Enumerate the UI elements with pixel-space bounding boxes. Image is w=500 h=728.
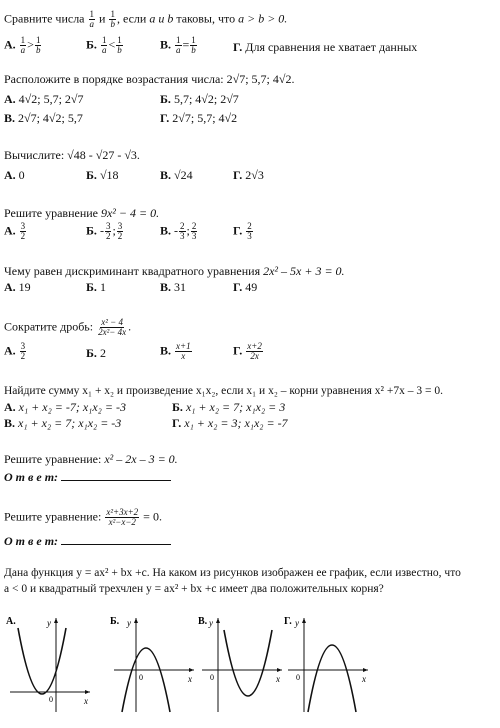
svg-text:0: 0: [49, 695, 53, 704]
q10-line-1: Дана функция y = ax² + bx +c. На каком из рисунков изображен ее график, если известно, что: [4, 567, 461, 579]
frac-1-over-a: $\frac{1}{a}$: [89, 9, 95, 29]
svg-text:x: x: [84, 696, 88, 706]
q5-stem: Чему равен дискриминант квадратного уравнения 2x² – 5x + 3 = 0.: [4, 264, 345, 278]
svg-text:0: 0: [139, 673, 143, 682]
svg-text:y: y: [47, 618, 51, 628]
q4-option-b: Б. - $\frac{3}{2}$ ; $\frac{3}{2}$: [86, 221, 123, 241]
q6-option-c: В. $\frac{x+1}{x}$: [160, 341, 191, 361]
q6-option-a: А. $\frac{3}{2}$: [4, 341, 26, 361]
svg-text:x: x: [362, 674, 366, 684]
q6-option-b: Б. 2: [86, 346, 106, 360]
q3-option-b: Б. √18: [86, 168, 119, 182]
q2-option-d: Г. 2√7; 5,7; 4√2: [160, 111, 238, 125]
svg-text:y: y: [127, 618, 131, 628]
q7-option-c: В. x₁ + x₂ = 7; x₁x₂ = -3: [4, 416, 122, 430]
q3-option-a: А. 0: [4, 168, 25, 182]
q3-option-d: Г. 2√3: [233, 168, 264, 182]
q1-option-c: В. $\frac{1}{a}$ = $\frac{1}{b}$: [160, 35, 196, 55]
svg-text:x: x: [276, 674, 280, 684]
q2-stem: Расположите в порядке возрастания числа: 2√7; 5,7; 4√2.: [4, 72, 295, 86]
parabola-b: [122, 648, 170, 712]
x-axis-arrow: [189, 668, 194, 672]
graph-b[interactable]: [108, 612, 198, 716]
q6-option-d: Г. $\frac{x+2}{2x}$: [233, 341, 262, 361]
q9-fraction: $\frac{\text{x²+3x+2}}{\text{x²−x−2}}$: [106, 507, 139, 527]
q6-stem: Сократите дробь: $\frac{\text{x² − 4}}{\text{2x²− 4x}}$ .: [4, 317, 132, 337]
q1-option-a: А. $\frac{1}{a}$ > $\frac{1}{b}$: [4, 35, 41, 55]
q9-answer-line[interactable]: [61, 534, 171, 545]
q2-option-a: А. 4√2; 5,7; 2√7: [4, 92, 84, 106]
q5-option-b: Б. 1: [86, 280, 106, 294]
q7-option-d: Г. x₁ + x₂ = 3; x₁x₂ = -7: [172, 416, 288, 430]
q7-option-b: Б. x₁ + x₂ = 7; x₁x₂ = 3: [172, 400, 286, 414]
q2-option-c: В. 2√7; 4√2; 5,7: [4, 111, 83, 125]
y-axis-arrow: [54, 618, 58, 623]
graph-c[interactable]: [196, 612, 286, 716]
graph-a[interactable]: [4, 612, 94, 716]
q1-option-d: Г. Для сравнения не хватает данных: [233, 40, 418, 54]
q5-option-a: А. 19: [4, 280, 31, 294]
svg-text:0: 0: [296, 673, 300, 682]
q5-option-c: В. 31: [160, 280, 187, 294]
svg-text:Б.: Б.: [110, 616, 120, 627]
frac-1-over-b: $\frac{1}{b}$: [110, 9, 115, 29]
q5-option-d: Г. 49: [233, 280, 258, 294]
svg-text:y: y: [209, 618, 213, 628]
x-axis-arrow: [85, 690, 90, 694]
svg-text:В.: В.: [198, 616, 208, 627]
q7-option-a: А. x₁ + x₂ = -7; x₁x₂ = -3: [4, 400, 126, 414]
q7-stem: Найдите сумму x₁ + x₂ и произведение x₁x₂, если x₁ и x₂ – корни уравнения x² +7x – 3 = 0.: [4, 385, 443, 397]
svg-text:Г.: Г.: [284, 616, 292, 627]
q1-stem: Сравните числа $\frac{1}{a}$ и $\frac{1}{b}$ , если a и b таковы, что a > b > 0.: [4, 9, 288, 29]
q8-stem: Решите уравнение: x² – 2x – 3 = 0.: [4, 452, 178, 466]
q1-option-b: Б. $\frac{1}{a}$ < $\frac{1}{b}$: [86, 35, 122, 55]
q4-option-a: А. $\frac{3}{2}$: [4, 221, 26, 241]
svg-text:x: x: [188, 674, 192, 684]
svg-text:0: 0: [210, 673, 214, 682]
q4-stem: Решите уравнение 9x² − 4 = 0.: [4, 206, 160, 220]
parabola-a: [18, 628, 66, 694]
y-axis-arrow: [134, 618, 138, 623]
svg-text:y: y: [295, 618, 299, 628]
q3-option-c: В. √24: [160, 168, 193, 182]
q4-option-c: В. - $\frac{2}{3}$ ; $\frac{2}{3}$: [160, 221, 197, 241]
q8-answer-line[interactable]: [61, 470, 171, 481]
graph-a-label: А.: [6, 616, 16, 627]
parabola-c: [224, 630, 272, 696]
graph-d[interactable]: [282, 612, 372, 716]
q8-answer[interactable]: О т в е т:: [4, 470, 171, 484]
q10-line-2: a < 0 и квадратный трехчлен y = ax² + bx +c имеет два положительных корня?: [4, 583, 384, 595]
q3-stem: Вычислите: √48 - √27 - √3.: [4, 148, 140, 162]
y-axis-arrow: [216, 618, 220, 623]
x-axis-arrow: [363, 668, 368, 672]
y-axis-arrow: [302, 618, 306, 623]
q4-option-d: Г. $\frac{2}{3}$: [233, 221, 252, 241]
parabola-d: [308, 645, 356, 712]
q2-option-b: Б. 5,7; 4√2; 2√7: [160, 92, 239, 106]
q6-fraction: $\frac{\text{x² − 4}}{\text{2x²− 4x}}$: [98, 317, 127, 337]
q9-stem: Решите уравнение: $\frac{\text{x²+3x+2}}{\text{x²−x−2}}$ = 0.: [4, 507, 162, 527]
q9-answer[interactable]: О т в е т:: [4, 534, 171, 548]
